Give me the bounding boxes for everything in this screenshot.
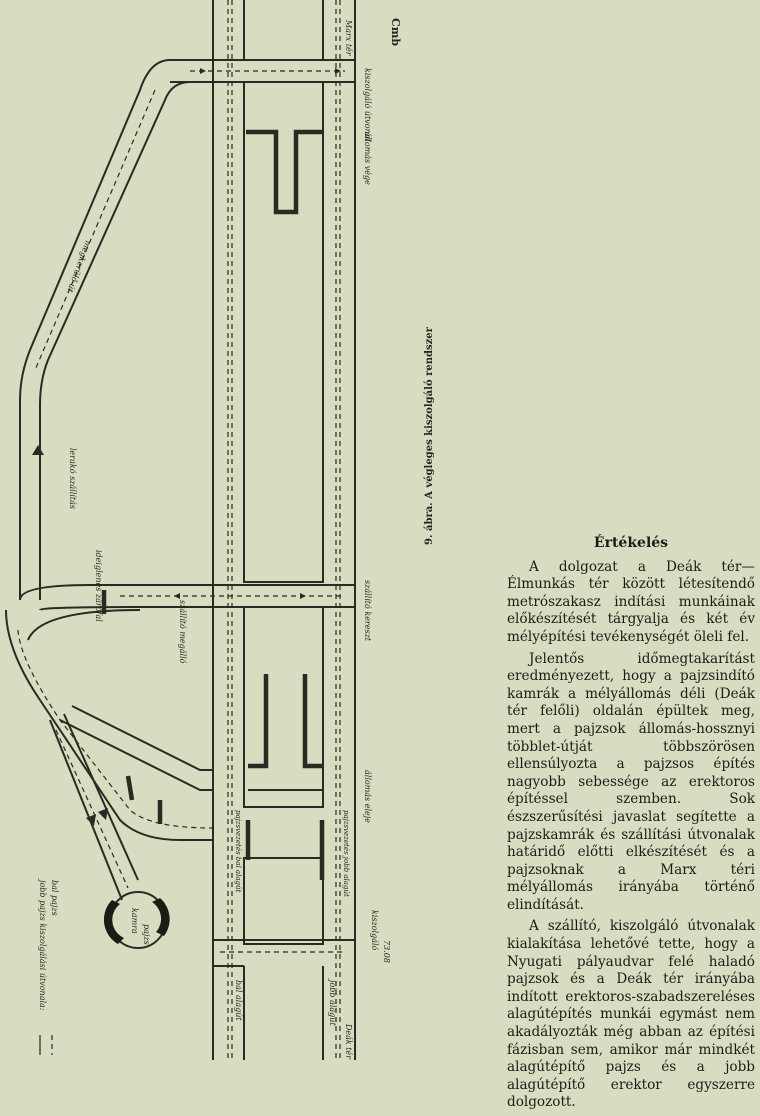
label-marx-ter-top: Marx tér bbox=[344, 20, 353, 56]
shield-label-2: kamra bbox=[130, 908, 139, 934]
shield-chamber-left bbox=[248, 674, 266, 766]
label-jobb-tunnel-side: pajzsvezetés jobb alagút bbox=[342, 810, 350, 897]
article-paragraph-1: A dolgozat a Deák tér—Élmunkás tér között létesítendő metrószakasz indítási munkáinak előkészítését tárgyalja és két év mélyépítési tevékenységét öleli fel. bbox=[507, 558, 755, 645]
label-bal-alagut: bal alagút bbox=[234, 980, 243, 1021]
upper-t-structure bbox=[246, 132, 324, 212]
bypass-road bbox=[20, 60, 190, 600]
legend-line-2: bal pajzs bbox=[50, 880, 59, 916]
label-km: 73.08 bbox=[382, 940, 391, 963]
label-szallito-megallo: szállító megálló bbox=[178, 600, 187, 664]
article-title: Értékelés bbox=[593, 535, 669, 551]
shield-circle bbox=[104, 892, 170, 948]
label-kiszolgalo-ut: kiszolgáló útvonal bbox=[363, 68, 372, 142]
station-walls bbox=[213, 0, 355, 1060]
label-lerako-szallitas: lerakó szállítás bbox=[68, 448, 77, 509]
legend-line-1: jobb pajzs kiszolgálási útvonala: bbox=[38, 880, 47, 1011]
label-bal-tunnel-side: pajzsvezetés bal alagút bbox=[234, 810, 242, 893]
article bbox=[507, 535, 755, 1116]
article-paragraph-2: Jelentős időmegtakarítást eredményezett, hogy a pajzsindító kamrák a mélyállomás déli (Deák tér felőli) oldalán épültek meg, mert a pajzsok állomás-hossznyi többlet-útját többszörösen ellensúlyozta a pajzsos építés nagyobb sebessége az erektoros építéssel szemben. Sok észszerűsítési javaslat segítette a pajzskamrák és szállítási útvonalak határidő előtti elkészítését és a pajzsoknak a Marx téri mélyállomás irányába történő elindítását. bbox=[507, 650, 755, 913]
label-ideiglenes-zaro: ideiglenes zárófal bbox=[94, 550, 103, 622]
shield-chamber-right bbox=[305, 674, 322, 766]
legend bbox=[38, 878, 59, 1055]
article-paragraph-3: A szállító, kiszolgáló útvonalak kialakítása lehetővé tette, hogy a Nyugati pályaudvar felé haladó pajzsok és a Deák tér irányába indított erektoros-szabadszereléses alagútépítés munkái egymást nem akadályozták még abban az építési fázisban sem, amikor már mindkét alagútépítő pajzs és a jobb alagútépítő erektor egyszerre dolgozott. bbox=[507, 918, 755, 1111]
label-szallito-kereszt: szállító kereszt bbox=[363, 580, 372, 642]
middle-crossing bbox=[90, 585, 355, 607]
label-allomas-vege: állomás vége bbox=[363, 132, 372, 185]
top-crossing bbox=[170, 60, 355, 82]
label-allomas-eleje: állomás eleje bbox=[363, 770, 372, 823]
page-mark: Cmb bbox=[389, 18, 402, 47]
label-deak-ter: Deák tér bbox=[344, 1024, 353, 1060]
shield-label: pajzs bbox=[142, 924, 151, 945]
shield-track bbox=[50, 714, 138, 900]
label-kiszolgalo: kiszolgáló bbox=[370, 910, 379, 951]
label-megkerulo-ut: megkerülő út bbox=[65, 239, 93, 294]
label-jobb-alagut: jobb alagút bbox=[328, 980, 337, 1026]
figure-caption: 9. ábra. A végleges kiszolgáló rendszer bbox=[424, 327, 435, 545]
